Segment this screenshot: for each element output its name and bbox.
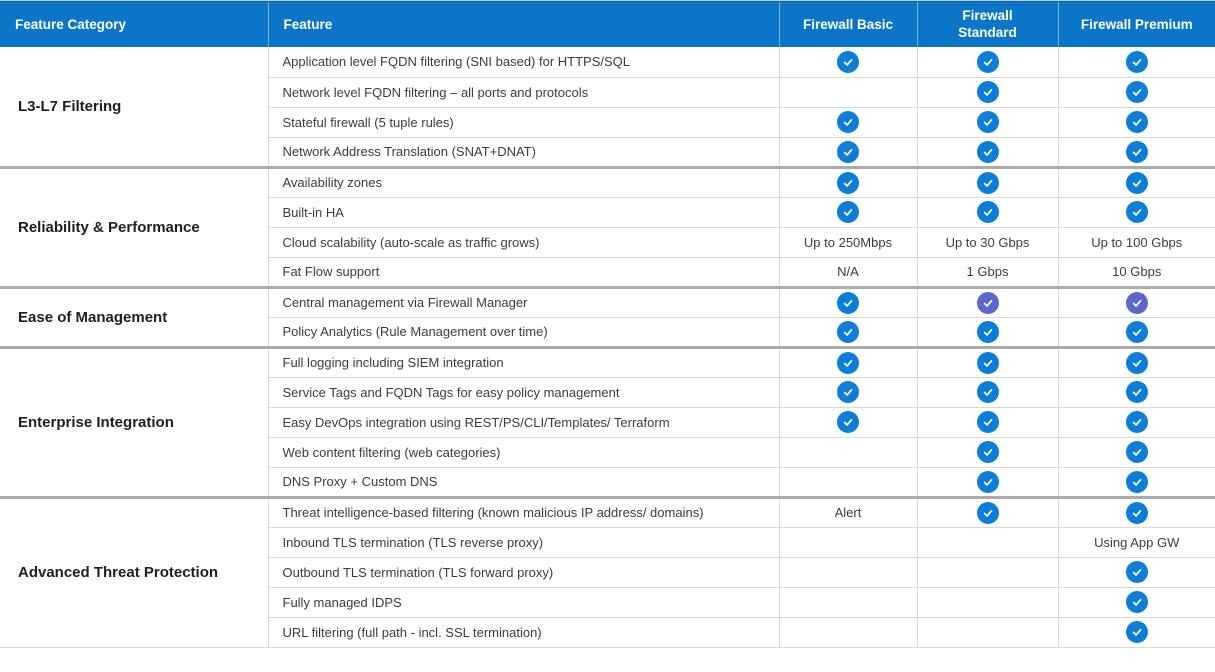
basic-cell bbox=[779, 167, 917, 197]
check-icon bbox=[837, 172, 859, 194]
basic-cell bbox=[779, 317, 917, 347]
check-icon bbox=[977, 81, 999, 103]
check-icon bbox=[1126, 591, 1148, 613]
check-icon bbox=[977, 352, 999, 374]
standard-cell bbox=[917, 107, 1058, 137]
header-row bbox=[0, 1, 1215, 47]
check-icon bbox=[837, 352, 859, 374]
standard-cell bbox=[917, 557, 1058, 587]
value-text: Using App GW bbox=[1094, 534, 1180, 550]
standard-cell bbox=[917, 527, 1058, 557]
premium-cell bbox=[1058, 407, 1215, 437]
check-icon bbox=[1126, 561, 1148, 583]
category-cell: Advanced Threat Protection bbox=[0, 497, 268, 647]
table-row bbox=[0, 167, 1215, 197]
standard-cell bbox=[917, 437, 1058, 467]
check-icon bbox=[977, 141, 999, 163]
standard-cell bbox=[917, 617, 1058, 647]
header-label: Firewall Basic bbox=[802, 17, 894, 32]
premium-cell bbox=[1058, 347, 1215, 377]
check-icon bbox=[1126, 111, 1148, 133]
check-icon bbox=[977, 111, 999, 133]
premium-cell bbox=[1058, 47, 1215, 77]
value-text: Up to 250Mbps bbox=[803, 234, 893, 250]
basic-cell bbox=[779, 587, 917, 617]
premium-cell bbox=[1058, 77, 1215, 107]
feature-cell: Easy DevOps integration using REST/PS/CLI/Templates/ Terraform bbox=[268, 407, 779, 437]
feature-cell: Network level FQDN filtering – all ports and protocols bbox=[268, 77, 779, 107]
check-icon bbox=[977, 201, 999, 223]
check-icon bbox=[1126, 381, 1148, 403]
basic-cell bbox=[779, 407, 917, 437]
standard-cell bbox=[917, 167, 1058, 197]
check-icon bbox=[1126, 172, 1148, 194]
check-icon bbox=[837, 111, 859, 133]
basic-cell bbox=[779, 437, 917, 467]
basic-cell bbox=[779, 227, 917, 257]
check-icon bbox=[977, 502, 999, 524]
standard-cell bbox=[917, 197, 1058, 227]
check-icon bbox=[977, 471, 999, 493]
feature-cell: Full logging including SIEM integration bbox=[268, 347, 779, 377]
premium-cell bbox=[1058, 617, 1215, 647]
value-text: Alert bbox=[834, 505, 862, 520]
check-icon bbox=[977, 321, 999, 343]
standard-cell bbox=[917, 347, 1058, 377]
check-icon bbox=[1126, 471, 1148, 493]
value-text: Up to 100 Gbps bbox=[1091, 234, 1183, 250]
check-icon bbox=[837, 381, 859, 403]
standard-cell bbox=[917, 227, 1058, 257]
check-icon bbox=[1126, 51, 1148, 73]
feature-cell: Threat intelligence-based filtering (known malicious IP address/ domains) bbox=[268, 497, 779, 527]
check-icon bbox=[1126, 81, 1148, 103]
check-icon bbox=[1126, 141, 1148, 163]
check-icon bbox=[837, 292, 859, 314]
feature-cell: Built-in HA bbox=[268, 197, 779, 227]
table-row bbox=[0, 47, 1215, 77]
premium-cell bbox=[1058, 227, 1215, 257]
basic-cell bbox=[779, 47, 917, 77]
check-icon bbox=[977, 441, 999, 463]
basic-cell bbox=[779, 497, 917, 527]
feature-cell: Network Address Translation (SNAT+DNAT) bbox=[268, 137, 779, 167]
premium-cell bbox=[1058, 137, 1215, 167]
premium-cell bbox=[1058, 107, 1215, 137]
feature-cell: Outbound TLS termination (TLS forward proxy) bbox=[268, 557, 779, 587]
premium-cell bbox=[1058, 587, 1215, 617]
standard-cell bbox=[917, 287, 1058, 317]
value-text: N/A bbox=[837, 264, 859, 279]
check-icon bbox=[1126, 411, 1148, 433]
basic-cell bbox=[779, 557, 917, 587]
category-cell: Ease of Management bbox=[0, 287, 268, 347]
premium-cell bbox=[1058, 317, 1215, 347]
table-row bbox=[0, 347, 1215, 377]
standard-cell bbox=[917, 377, 1058, 407]
category-cell: L3-L7 Filtering bbox=[18, 97, 122, 115]
check-icon bbox=[837, 51, 859, 73]
header-feature bbox=[268, 1, 779, 47]
check-icon bbox=[1126, 321, 1148, 343]
check-icon bbox=[837, 141, 859, 163]
standard-cell bbox=[917, 317, 1058, 347]
value-text: 1 Gbps bbox=[966, 264, 1009, 279]
basic-cell bbox=[779, 107, 917, 137]
header-label: Feature Category bbox=[15, 17, 127, 32]
basic-cell bbox=[779, 287, 917, 317]
header-firewall-standard bbox=[917, 1, 1058, 47]
feature-cell: URL filtering (full path - incl. SSL termination) bbox=[268, 617, 779, 647]
value-text: Up to 30 Gbps bbox=[945, 234, 1030, 250]
header-label: Feature bbox=[283, 17, 333, 32]
check-icon-purple bbox=[977, 292, 999, 314]
premium-cell bbox=[1058, 287, 1215, 317]
category-cell: Enterprise Integration bbox=[0, 347, 268, 497]
table-row bbox=[0, 497, 1215, 527]
header-label: Firewall Standard bbox=[958, 7, 1017, 40]
standard-cell bbox=[917, 407, 1058, 437]
header-feature-category bbox=[0, 1, 268, 47]
premium-cell bbox=[1058, 167, 1215, 197]
feature-cell: Fat Flow support bbox=[268, 257, 779, 287]
basic-cell bbox=[779, 527, 917, 557]
feature-cell: Inbound TLS termination (TLS reverse proxy) bbox=[268, 527, 779, 557]
standard-cell bbox=[917, 497, 1058, 527]
basic-cell bbox=[779, 617, 917, 647]
premium-cell bbox=[1058, 497, 1215, 527]
header-label: Firewall Premium bbox=[1080, 17, 1193, 32]
check-icon bbox=[1126, 502, 1148, 524]
feature-cell: Central management via Firewall Manager bbox=[268, 287, 779, 317]
check-icon bbox=[1126, 441, 1148, 463]
header-firewall-premium bbox=[1058, 1, 1215, 47]
premium-cell bbox=[1058, 557, 1215, 587]
basic-cell bbox=[779, 467, 917, 497]
check-icon bbox=[837, 321, 859, 343]
standard-cell bbox=[917, 587, 1058, 617]
premium-cell bbox=[1058, 437, 1215, 467]
category-cell: Reliability & Performance bbox=[0, 167, 268, 287]
premium-cell bbox=[1058, 197, 1215, 227]
check-icon-purple bbox=[1126, 292, 1148, 314]
basic-cell bbox=[779, 257, 917, 287]
feature-cell: Application level FQDN filtering (SNI based) for HTTPS/SQL bbox=[268, 47, 779, 77]
check-icon bbox=[1126, 621, 1148, 643]
feature-cell: Cloud scalability (auto-scale as traffic grows) bbox=[268, 227, 779, 257]
basic-cell bbox=[779, 137, 917, 167]
basic-cell bbox=[779, 377, 917, 407]
check-icon bbox=[1126, 352, 1148, 374]
basic-cell bbox=[779, 197, 917, 227]
premium-cell bbox=[1058, 377, 1215, 407]
basic-cell bbox=[779, 347, 917, 377]
feature-cell: DNS Proxy + Custom DNS bbox=[268, 467, 779, 497]
feature-cell: Stateful firewall (5 tuple rules) bbox=[268, 107, 779, 137]
feature-cell: Policy Analytics (Rule Management over time) bbox=[268, 317, 779, 347]
check-icon bbox=[977, 381, 999, 403]
feature-cell: Availability zones bbox=[268, 167, 779, 197]
standard-cell bbox=[917, 77, 1058, 107]
check-icon bbox=[837, 411, 859, 433]
feature-cell: Web content filtering (web categories) bbox=[268, 437, 779, 467]
check-icon bbox=[977, 172, 999, 194]
standard-cell bbox=[917, 47, 1058, 77]
feature-cell: Service Tags and FQDN Tags for easy policy management bbox=[268, 377, 779, 407]
value-text: 10 Gbps bbox=[1112, 264, 1162, 279]
table-row bbox=[0, 287, 1215, 317]
standard-cell bbox=[917, 257, 1058, 287]
standard-cell bbox=[917, 467, 1058, 497]
check-icon bbox=[1126, 201, 1148, 223]
standard-cell bbox=[917, 137, 1058, 167]
header-firewall-basic bbox=[779, 1, 917, 47]
feature-cell: Fully managed IDPS bbox=[268, 587, 779, 617]
premium-cell bbox=[1058, 467, 1215, 497]
check-icon bbox=[977, 411, 999, 433]
check-icon bbox=[837, 201, 859, 223]
check-icon bbox=[977, 51, 999, 73]
premium-cell bbox=[1058, 527, 1215, 557]
basic-cell bbox=[779, 77, 917, 107]
premium-cell bbox=[1058, 257, 1215, 287]
